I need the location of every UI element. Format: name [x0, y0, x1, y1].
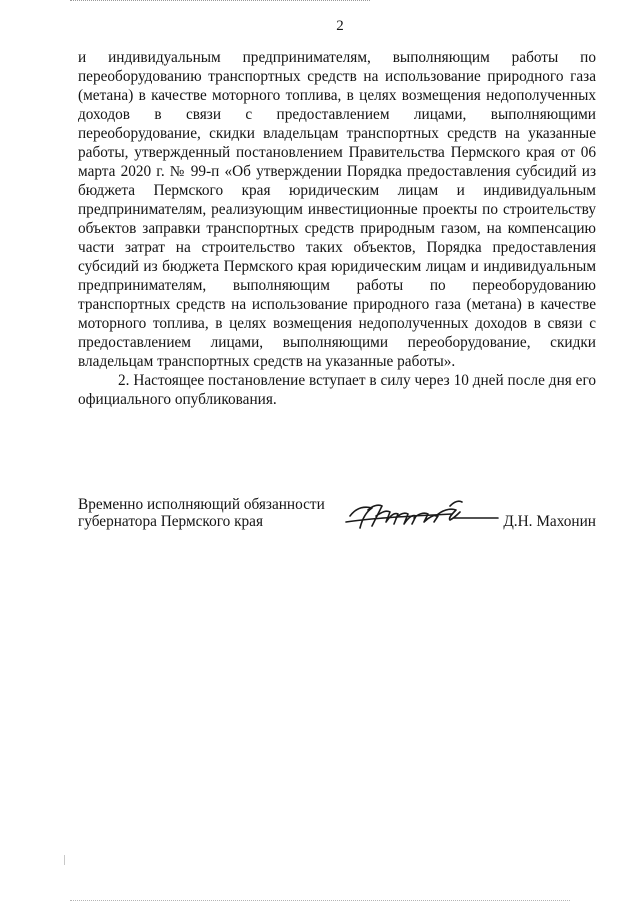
body-paragraph-2: 2. Настоящее постановление вступает в силу через 10 дней после дня его официального опубликования.	[78, 372, 596, 408]
scan-top-edge	[70, 0, 370, 4]
signatory-position-line-2: губернатора Пермского края	[78, 513, 264, 530]
scan-bottom-edge	[70, 900, 570, 903]
scan-margin-mark	[64, 855, 65, 865]
page-number: 2	[336, 18, 344, 34]
signatory-name: Д.Н. Махонин	[503, 513, 596, 530]
signature-block	[78, 496, 596, 546]
handwritten-signature-icon	[342, 494, 502, 534]
body-paragraph-1: и индивидуальным предпринимателям, выполняющим работы по переоборудованию транспортных средств на использование природного газа (метана) в качестве моторного топлива, в целях возмещения недополученных доходов в связи с предоставлением лицами, выполняющими переоборудование, скидки владельцам транспортных средств на указанные работы, утвержденный постановлением Правительства Пермского края от 06 марта 2020 г. № 99-п «Об утверждении Порядка предоставления субсидий из бюджета Пермского края юридическим лицам и индивидуальным предпринимателям, реализующим инвестиционные проекты по строительству объектов заправки транспортных средств природным газом, на компенсацию части затрат на строительство таких объектов, Порядка предоставления субсидий из бюджета Пермского края юридическим лицам и индивидуальным предпринимателям, выполняющим работы по переоборудованию транспортных средств на использование природного газа (метана) в качестве моторного топлива, в целях возмещения недополученных доходов в связи с предоставлением лицами, выполняющими переоборудование, скидки владельцам транспортных средств на указанные работы».	[78, 49, 596, 370]
document-body	[78, 48, 596, 409]
signatory-position	[78, 496, 348, 530]
signatory-position-line-1: Временно исполняющий обязанности	[78, 496, 325, 513]
